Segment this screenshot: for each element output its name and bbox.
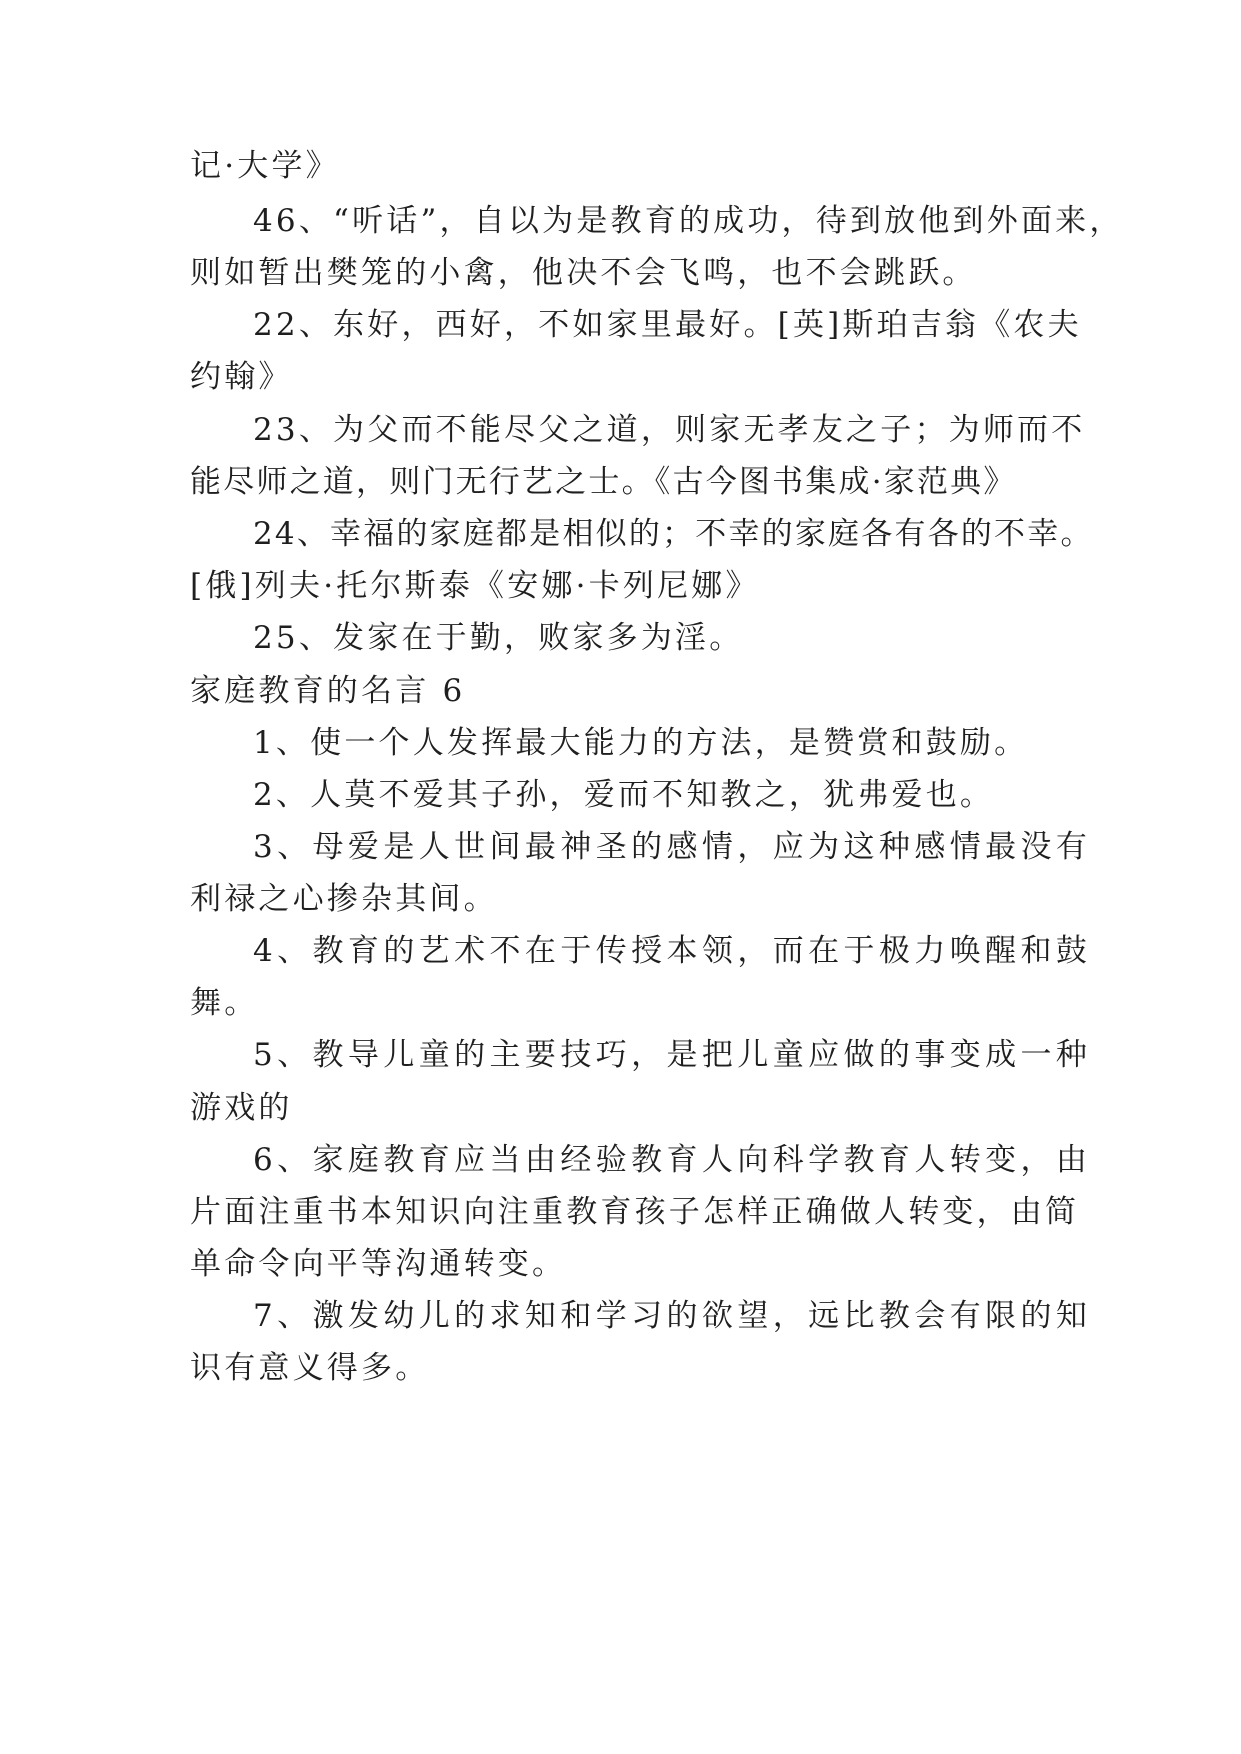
quote-24-line-2: [俄]列夫·托尔斯泰《安娜·卡列尼娜》 — [190, 568, 760, 604]
quote-22-line-1: 22、东好，西好，不如家里最好。[英]斯珀吉翁《农夫 — [253, 307, 1082, 343]
quote-3-line-1: 3、母爱是人世间最神圣的感情，应为这种感情最没有 — [253, 829, 1092, 865]
quote-5-line-1: 5、教导儿童的主要技巧，是把儿童应做的事变成一种 — [253, 1037, 1092, 1073]
quote-5-line-2: 游戏的 — [190, 1090, 293, 1126]
quote-3-line-2: 利禄之心掺杂其间。 — [190, 881, 498, 917]
quote-7-line-2: 识有意义得多。 — [190, 1350, 430, 1386]
quote-46-line-1: 46、“听话”，自以为是教育的成功，待到放他到外面来， — [253, 203, 1124, 239]
quote-23-line-1: 23、为父而不能尽父之道，则家无孝友之子；为师而不 — [253, 412, 1086, 448]
quote-1-line: 1、使一个人发挥最大能力的方法，是赞赏和鼓励。 — [253, 725, 1029, 761]
quote-23-line-2: 能尽师之道，则门无行艺之士。《古今图书集成·家范典》 — [190, 464, 1017, 500]
quote-4-line-2: 舞。 — [190, 985, 259, 1021]
quote-4-line-1: 4、教育的艺术不在于传授本领，而在于极力唤醒和鼓 — [253, 933, 1092, 969]
quote-2-line: 2、人莫不爱其子孙，爱而不知教之，犹弗爱也。 — [253, 777, 995, 813]
quote-24-line-1: 24、幸福的家庭都是相似的；不幸的家庭各有各的不幸。 — [253, 516, 1094, 552]
quote-6-line-2: 片面注重书本知识向注重教育孩子怎样正确做人转变，由简 — [190, 1194, 1080, 1230]
quote-6-line-1: 6、家庭教育应当由经验教育人向科学教育人转变，由 — [253, 1142, 1092, 1178]
section-heading: 家庭教育的名言 6 — [190, 673, 466, 709]
quote-25-line: 25、发家在于勤，败家多为淫。 — [253, 620, 744, 656]
quote-6-line-3: 单命令向平等沟通转变。 — [190, 1246, 567, 1282]
quote-22-line-2: 约翰》 — [190, 359, 293, 395]
text-line: 记·大学》 — [190, 148, 340, 184]
quote-7-line-1: 7、激发幼儿的求知和学习的欲望，远比教会有限的知 — [253, 1298, 1092, 1334]
quote-46-line-2: 则如暂出樊笼的小禽，他决不会飞鸣，也不会跳跃。 — [190, 255, 977, 291]
